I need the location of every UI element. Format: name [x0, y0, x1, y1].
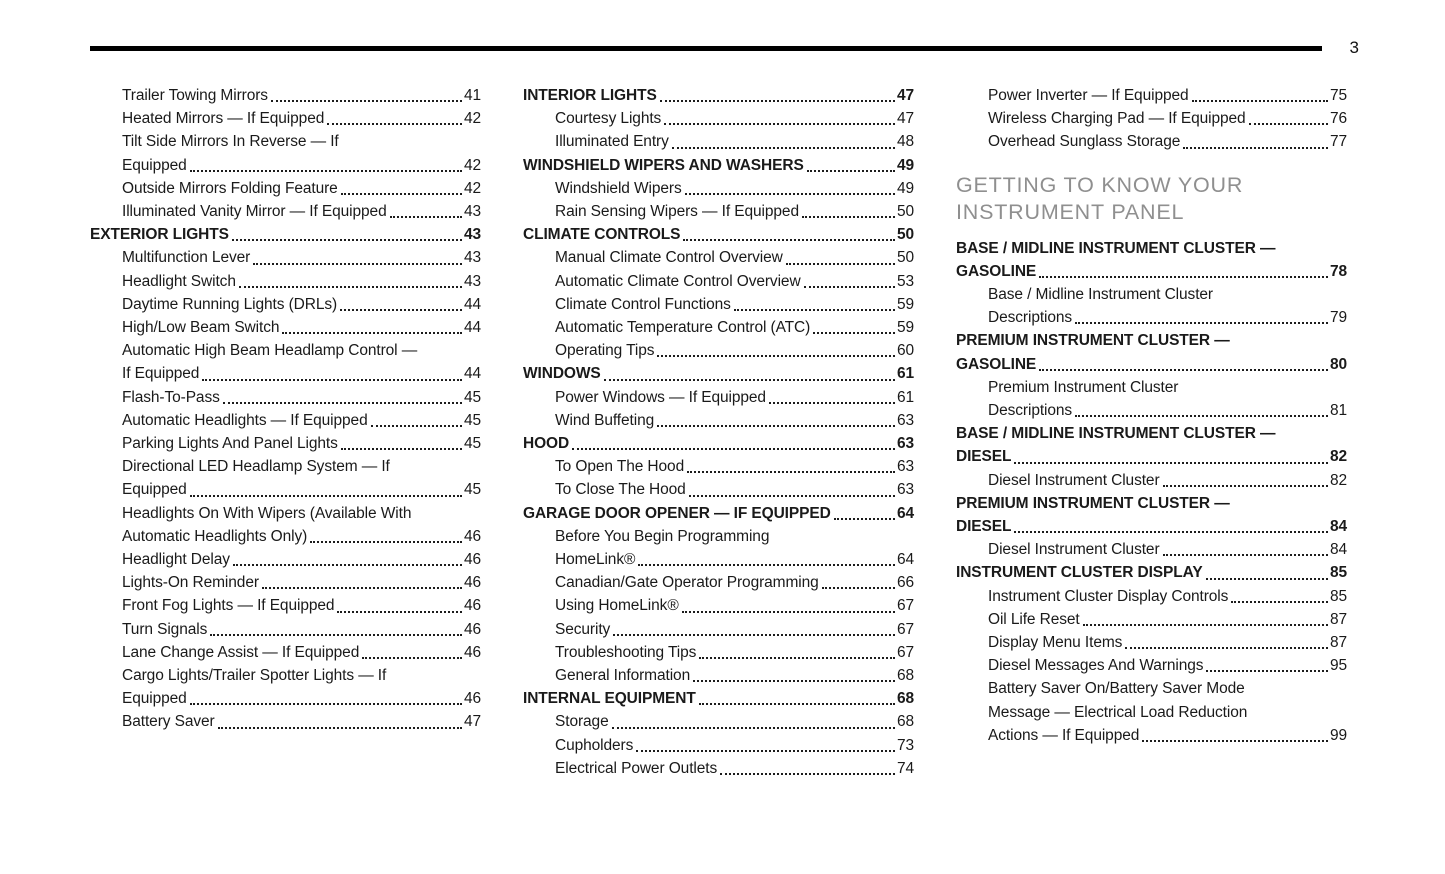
dot-leader [1083, 624, 1328, 626]
toc-entry-label: High/Low Beam Switch [122, 319, 280, 337]
dot-leader [1125, 647, 1328, 649]
toc-entry-page: 75 [1329, 87, 1347, 104]
dot-leader [657, 425, 895, 427]
dot-leader [664, 123, 895, 125]
toc-entry-label: DIESEL [956, 448, 1012, 466]
dot-leader [310, 541, 462, 543]
toc-entry-label-line: Headlights On With Wipers (Available With [122, 504, 412, 522]
toc-entry-label: Storage [555, 713, 609, 731]
dot-leader [1163, 554, 1328, 556]
toc-entry-page: 45 [463, 388, 481, 406]
toc-entry-label: Actions — If Equipped [988, 726, 1140, 744]
toc-entry-page: 82 [1329, 448, 1347, 466]
toc-entry-label: General Information [555, 667, 691, 685]
toc-entry-page: 85 [1329, 564, 1347, 582]
toc-entry-label: To Close The Hood [555, 481, 686, 499]
toc-entry-page: 63 [896, 435, 914, 453]
dot-leader [362, 657, 462, 659]
toc-entry-label: Oil Life Reset [988, 610, 1080, 628]
toc-entry-page: 43 [463, 203, 481, 221]
dot-leader [699, 657, 895, 659]
dot-leader [1249, 123, 1328, 125]
toc-sub-entry[interactable] [90, 386, 481, 409]
dot-leader [613, 634, 895, 636]
toc-entry-label: GARAGE DOOR OPENER — IF EQUIPPED [523, 504, 831, 522]
toc-entry-label: Equipped [122, 690, 187, 708]
toc-sub-entry[interactable] [90, 339, 481, 385]
toc-entry-page: 47 [463, 713, 481, 731]
toc-entry-label: Cupholders [555, 736, 634, 754]
toc-entry-page: 60 [896, 342, 914, 360]
toc-entry-page: 43 [463, 249, 481, 267]
toc-entry-page: 44 [463, 319, 481, 337]
toc-entry-label: Power Windows — If Equipped [555, 388, 766, 406]
toc-entry-label: Automatic Headlights — If Equipped [122, 411, 368, 429]
dot-leader [202, 379, 462, 381]
dot-leader [262, 587, 462, 589]
dot-leader [822, 587, 895, 589]
toc-entry-page: 47 [896, 110, 914, 128]
dot-leader [337, 611, 462, 613]
toc-entry-label: Automatic Temperature Control (ATC) [555, 319, 811, 337]
toc-section-entry[interactable] [90, 223, 481, 246]
toc-entry-label-line: Cargo Lights/Trailer Spotter Lights — If [122, 667, 387, 685]
toc-entry-page: 53 [896, 272, 914, 290]
toc-entry-label-line: PREMIUM INSTRUMENT CLUSTER — [956, 494, 1230, 512]
toc-entry-label: DIESEL [956, 518, 1012, 536]
toc-entry-page: 63 [896, 458, 914, 476]
toc-entry-page: 84 [1329, 518, 1347, 536]
dot-leader [271, 100, 462, 102]
toc-entry-page: 46 [463, 551, 481, 569]
dot-leader [1206, 670, 1328, 672]
toc-sub-entry[interactable] [523, 339, 914, 362]
dot-leader [636, 750, 895, 752]
dot-leader [1075, 415, 1328, 417]
toc-entry-page: 61 [896, 365, 914, 383]
toc-entry-page: 77 [1329, 133, 1347, 151]
toc-entry-page: 63 [896, 481, 914, 499]
dot-leader [802, 216, 895, 218]
toc-sub-entry[interactable] [956, 631, 1347, 654]
toc-entry-label: Multifunction Lever [122, 249, 251, 267]
toc-entry-page: 43 [463, 272, 481, 290]
toc-sub-entry[interactable] [956, 608, 1347, 631]
toc-entry-label-line: Battery Saver On/Battery Saver Mode [988, 680, 1245, 698]
toc-entry-label: Canadian/Gate Operator Programming [555, 574, 819, 592]
dot-leader [1163, 485, 1328, 487]
toc-entry-label: Turn Signals [122, 620, 208, 638]
toc-entry-page: 64 [896, 504, 914, 522]
instrument-panel-section-heading: GETTING TO KNOW YOUR INSTRUMENT PANEL [956, 172, 1244, 224]
dot-leader [687, 471, 895, 473]
toc-entry-label: Equipped [122, 481, 187, 499]
toc-entry-page: 78 [1329, 262, 1347, 280]
dot-leader [1142, 740, 1328, 742]
toc-entry-label-line: Tilt Side Mirrors In Reverse — If [122, 133, 339, 151]
dot-leader [734, 309, 895, 311]
toc-sub-entry[interactable] [523, 478, 914, 501]
toc-sub-entry[interactable] [956, 538, 1347, 561]
dot-leader [239, 286, 462, 288]
toc-entry-label: Automatic Climate Control Overview [555, 272, 801, 290]
toc-sub-entry[interactable] [90, 270, 481, 293]
toc-entry-label: Parking Lights And Panel Lights [122, 435, 338, 453]
dot-leader [786, 263, 895, 265]
toc-entry-label: Lights-On Reminder [122, 574, 259, 592]
toc-entry-label: Illuminated Vanity Mirror — If Equipped [122, 203, 387, 221]
toc-sub-entry[interactable] [956, 107, 1347, 130]
toc-entry-label: Diesel Messages And Warnings [988, 657, 1204, 675]
toc-entry-page: 80 [1329, 355, 1347, 373]
toc-entry-page: 67 [896, 597, 914, 615]
dot-leader [1231, 601, 1328, 603]
dot-leader [340, 309, 462, 311]
toc-sub-entry[interactable] [90, 571, 481, 594]
toc-entry-label: WINDSHIELD WIPERS AND WASHERS [523, 156, 804, 174]
toc-section-entry[interactable] [523, 154, 914, 177]
toc-entry-page: 46 [463, 643, 481, 661]
toc-entry-label: Battery Saver [122, 713, 215, 731]
toc-section-entry[interactable] [523, 432, 914, 455]
toc-sub-entry[interactable] [523, 200, 914, 223]
toc-entry-page: 41 [463, 87, 481, 104]
toc-entry-page: 73 [896, 736, 914, 754]
toc-sub-entry[interactable] [523, 734, 914, 757]
toc-entry-label: EXTERIOR LIGHTS [90, 226, 229, 244]
toc-entry-label: Equipped [122, 156, 187, 174]
toc-entry-page: 44 [463, 365, 481, 383]
toc-entry-label: HOOD [523, 435, 570, 453]
toc-entry-page: 59 [896, 319, 914, 337]
dot-leader [685, 193, 895, 195]
dot-leader [720, 773, 895, 775]
toc-entry-label: Automatic Headlights Only) [122, 527, 308, 545]
toc-entry-page: 82 [1329, 471, 1347, 489]
toc-entry-label-line: Automatic High Beam Headlamp Control — [122, 342, 418, 360]
toc-entry-page: 76 [1329, 110, 1347, 128]
dot-leader [683, 239, 895, 241]
dot-leader [223, 402, 462, 404]
toc-entry-label: Power Inverter — If Equipped [988, 87, 1189, 104]
toc-entry-page: 46 [463, 620, 481, 638]
toc-entry-page: 45 [463, 411, 481, 429]
dot-leader [693, 680, 895, 682]
dot-leader [190, 170, 462, 172]
toc-section-entry[interactable] [956, 237, 1347, 283]
toc-entry-page: 68 [896, 713, 914, 731]
dot-leader [341, 448, 462, 450]
dot-leader [689, 495, 895, 497]
dot-leader [190, 703, 462, 705]
dot-leader [1014, 462, 1328, 464]
toc-entry-page: 61 [896, 388, 914, 406]
toc-sub-entry[interactable] [90, 316, 481, 339]
toc-sub-entry[interactable] [90, 293, 481, 316]
toc-section-entry[interactable] [956, 492, 1347, 538]
toc-entry-page: 66 [896, 574, 914, 592]
toc-sub-entry[interactable] [523, 316, 914, 339]
toc-section-entry[interactable] [956, 422, 1347, 468]
toc-sub-entry[interactable] [523, 177, 914, 200]
dot-leader [210, 634, 462, 636]
toc-entry-label: Windshield Wipers [555, 179, 682, 197]
toc-sub-entry[interactable] [956, 469, 1347, 492]
toc-entry-label: Flash-To-Pass [122, 388, 220, 406]
toc-sub-entry[interactable] [523, 270, 914, 293]
dot-leader [233, 564, 462, 566]
top-rule [90, 46, 1322, 51]
toc-section-entry[interactable] [523, 223, 914, 246]
toc-sub-entry[interactable] [956, 130, 1347, 153]
toc-sub-entry[interactable] [956, 283, 1347, 329]
toc-sub-entry[interactable] [523, 293, 914, 316]
toc-entry-page: 45 [463, 435, 481, 453]
toc-entry-label-line: BASE / MIDLINE INSTRUMENT CLUSTER — [956, 239, 1276, 257]
toc-entry-label: Headlight Delay [122, 551, 230, 569]
toc-entry-label: GASOLINE [956, 355, 1037, 373]
dot-leader [1039, 276, 1328, 278]
toc-sub-entry[interactable] [90, 177, 481, 200]
toc-entry-label-line: Message — Electrical Load Reduction [988, 703, 1248, 721]
dot-leader [327, 123, 462, 125]
dot-leader [638, 564, 895, 566]
toc-entry-page: 74 [896, 759, 914, 777]
dot-leader [657, 355, 895, 357]
toc-sub-entry[interactable] [90, 84, 481, 107]
toc-entry-page: 59 [896, 295, 914, 313]
toc-entry-label: Front Fog Lights — If Equipped [122, 597, 335, 615]
toc-section-entry[interactable] [523, 362, 914, 385]
toc-entry-page: 46 [463, 597, 481, 615]
toc-entry-page: 47 [896, 87, 914, 104]
toc-sub-entry[interactable] [90, 710, 481, 733]
dot-leader [1183, 147, 1328, 149]
toc-entry-label: HomeLink® [555, 551, 636, 569]
toc-sub-entry[interactable] [90, 618, 481, 641]
toc-sub-entry[interactable] [90, 107, 481, 130]
toc-entry-page: 84 [1329, 541, 1347, 559]
page-header [90, 38, 1359, 58]
dot-leader [232, 239, 462, 241]
dot-leader [371, 425, 462, 427]
toc-entry-label: Climate Control Functions [555, 295, 731, 313]
dot-leader [1014, 531, 1328, 533]
dot-leader [282, 332, 462, 334]
toc-entry-page: 87 [1329, 634, 1347, 652]
toc [90, 84, 1347, 780]
toc-section-entry[interactable] [523, 687, 914, 710]
toc-sub-entry[interactable] [523, 618, 914, 641]
dot-leader [1039, 369, 1328, 371]
toc-sub-entry[interactable] [956, 84, 1347, 107]
toc-entry-page: 95 [1329, 657, 1347, 675]
toc-entry-page: 81 [1329, 402, 1347, 420]
toc-entry-label: GASOLINE [956, 262, 1037, 280]
dot-leader [682, 611, 895, 613]
toc-sub-entry[interactable] [523, 525, 914, 571]
dot-leader [253, 263, 462, 265]
toc-sub-entry[interactable] [523, 246, 914, 269]
dot-leader [660, 100, 895, 102]
toc-section-entry[interactable] [956, 329, 1347, 375]
toc-entry-page: 46 [463, 574, 481, 592]
toc-entry-label: Descriptions [988, 402, 1073, 420]
dot-leader [834, 518, 895, 520]
toc-entry-page: 67 [896, 620, 914, 638]
toc-sub-entry[interactable] [956, 585, 1347, 608]
toc-entry-label: If Equipped [122, 365, 200, 383]
dot-leader [804, 286, 895, 288]
dot-leader [612, 727, 895, 729]
toc-entry-label-line: BASE / MIDLINE INSTRUMENT CLUSTER — [956, 425, 1276, 443]
toc-entry-page: 50 [896, 203, 914, 221]
dot-leader [699, 703, 895, 705]
toc-entry-page: 46 [463, 527, 481, 545]
toc-entry-label: Wind Buffeting [555, 411, 655, 429]
toc-sub-entry[interactable] [956, 654, 1347, 677]
toc-entry-page: 68 [896, 667, 914, 685]
toc-entry-label-line: Base / Midline Instrument Cluster [988, 286, 1213, 304]
toc-entry-page: 42 [463, 156, 481, 174]
toc-sub-entry[interactable] [90, 246, 481, 269]
toc-entry-label: Operating Tips [555, 342, 655, 360]
toc-entry-label-line: PREMIUM INSTRUMENT CLUSTER — [956, 332, 1230, 350]
toc-entry-label: WINDOWS [523, 365, 601, 383]
toc-sub-entry[interactable] [90, 130, 481, 176]
toc-sub-entry[interactable] [90, 664, 481, 710]
toc-entry-page: 64 [896, 551, 914, 569]
dot-leader [604, 379, 895, 381]
toc-entry-label: Rain Sensing Wipers — If Equipped [555, 203, 799, 221]
dot-leader [672, 147, 895, 149]
toc-entry-label: Outside Mirrors Folding Feature [122, 179, 338, 197]
dot-leader [390, 216, 462, 218]
toc-column-3 [956, 84, 1347, 780]
toc-sub-entry[interactable] [956, 677, 1347, 747]
dot-leader [1075, 322, 1328, 324]
toc-entry-page: 42 [463, 179, 481, 197]
toc-entry-label: Troubleshooting Tips [555, 643, 697, 661]
dot-leader [341, 193, 462, 195]
toc-sub-entry[interactable] [523, 571, 914, 594]
toc-entry-label: Daytime Running Lights (DRLs) [122, 295, 338, 313]
toc-sub-entry[interactable] [523, 130, 914, 153]
toc-entry-page: 99 [1329, 726, 1347, 744]
dot-leader [807, 170, 895, 172]
toc-entry-label-line: Directional LED Headlamp System — If [122, 458, 390, 476]
toc-sub-entry[interactable] [523, 455, 914, 478]
toc-entry-label: Wireless Charging Pad — If Equipped [988, 110, 1246, 128]
toc-entry-label: Instrument Cluster Display Controls [988, 587, 1229, 605]
toc-sub-entry[interactable] [523, 757, 914, 780]
toc-entry-label: Diesel Instrument Cluster [988, 541, 1160, 559]
toc-sub-entry[interactable] [523, 710, 914, 733]
toc-entry-label: INSTRUMENT CLUSTER DISPLAY [956, 564, 1203, 582]
toc-sub-entry[interactable] [523, 641, 914, 664]
toc-entry-label: INTERIOR LIGHTS [523, 87, 657, 104]
toc-entry-label-line: Premium Instrument Cluster [988, 378, 1179, 396]
toc-entry-label: Display Menu Items [988, 634, 1123, 652]
toc-sub-entry[interactable] [523, 107, 914, 130]
toc-entry-label: Manual Climate Control Overview [555, 249, 783, 267]
toc-section-entry[interactable] [956, 561, 1347, 584]
toc-entry-label-line: Before You Begin Programming [555, 527, 770, 545]
toc-entry-label: Heated Mirrors — If Equipped [122, 110, 325, 128]
toc-entry-label: Headlight Switch [122, 272, 236, 290]
toc-entry-page: 43 [463, 226, 481, 244]
page-number: 3 [1349, 38, 1359, 57]
toc-entry-page: 50 [896, 226, 914, 244]
toc-entry-label: Courtesy Lights [555, 110, 662, 128]
toc-entry-label: CLIMATE CONTROLS [523, 226, 681, 244]
toc-sub-entry[interactable] [90, 409, 481, 432]
toc-entry-page: 50 [896, 249, 914, 267]
toc-sub-entry[interactable] [90, 502, 481, 548]
toc-section-entry[interactable] [523, 84, 914, 107]
toc-entry-page: 68 [896, 690, 914, 708]
toc-entry-page: 63 [896, 411, 914, 429]
toc-sub-entry[interactable] [90, 200, 481, 223]
toc-sub-entry[interactable] [523, 594, 914, 617]
dot-leader [572, 448, 895, 450]
toc-entry-page: 48 [896, 133, 914, 151]
dot-leader [813, 332, 895, 334]
toc-entry-page: 45 [463, 481, 481, 499]
toc-entry-label: Security [555, 620, 611, 638]
dot-leader [1206, 578, 1328, 580]
toc-sub-entry[interactable] [90, 548, 481, 571]
toc-entry-label: Diesel Instrument Cluster [988, 471, 1160, 489]
toc-sub-entry[interactable] [90, 455, 481, 501]
toc-column-2 [523, 84, 914, 780]
toc-sub-entry[interactable] [90, 594, 481, 617]
dot-leader [769, 402, 895, 404]
toc-entry-page: 49 [896, 156, 914, 174]
toc-entry-page: 42 [463, 110, 481, 128]
toc-section-entry[interactable] [523, 502, 914, 525]
toc-entry-label: INTERNAL EQUIPMENT [523, 690, 696, 708]
dot-leader [190, 495, 462, 497]
toc-entry-page: 44 [463, 295, 481, 313]
toc-entry-label: Electrical Power Outlets [555, 759, 718, 777]
dot-leader [1192, 100, 1328, 102]
toc-entry-label: Illuminated Entry [555, 133, 669, 151]
toc-entry-page: 85 [1329, 587, 1347, 605]
toc-entry-page: 87 [1329, 610, 1347, 628]
toc-entry-label: To Open The Hood [555, 458, 685, 476]
toc-sub-entry[interactable] [90, 641, 481, 664]
toc-entry-label: Lane Change Assist — If Equipped [122, 643, 360, 661]
toc-entry-label: Overhead Sunglass Storage [988, 133, 1181, 151]
dot-leader [218, 727, 462, 729]
toc-column-1 [90, 84, 481, 780]
toc-sub-entry[interactable] [523, 409, 914, 432]
toc-entry-label: Trailer Towing Mirrors [122, 87, 268, 104]
toc-sub-entry[interactable] [90, 432, 481, 455]
toc-sub-entry[interactable] [956, 376, 1347, 422]
toc-entry-page: 67 [896, 643, 914, 661]
toc-entry-page: 79 [1329, 309, 1347, 327]
toc-entry-label: Descriptions [988, 309, 1073, 327]
toc-sub-entry[interactable] [523, 664, 914, 687]
toc-entry-page: 46 [463, 690, 481, 708]
toc-entry-page: 49 [896, 179, 914, 197]
toc-sub-entry[interactable] [523, 386, 914, 409]
toc-entry-label: Using HomeLink® [555, 597, 679, 615]
